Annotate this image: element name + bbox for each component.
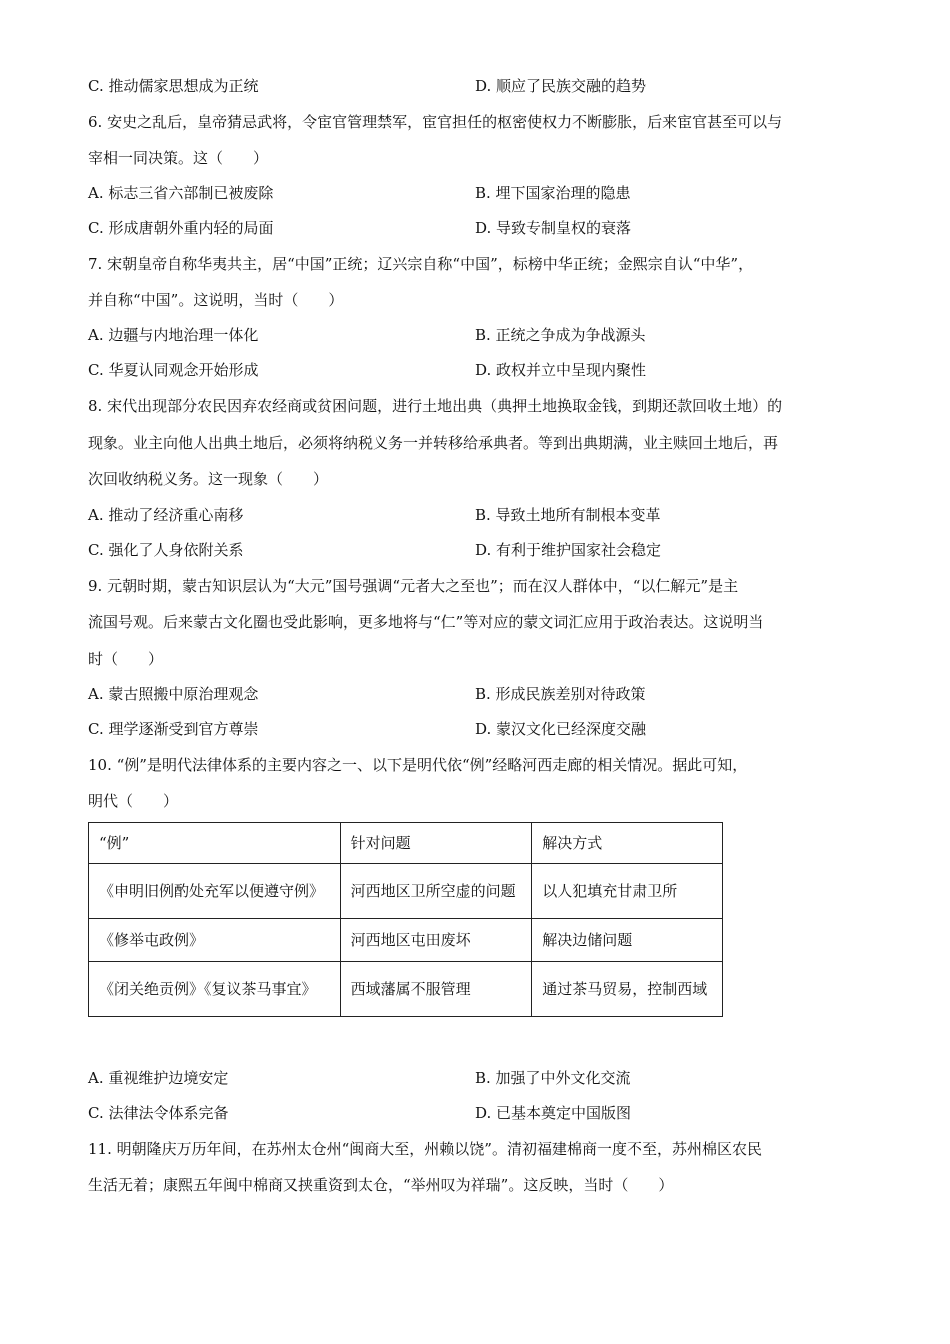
q8-options-row-1 (88, 505, 878, 525)
q10-option-b[interactable]: B. 加强了中外文化交流 (475, 1069, 631, 1087)
q5-option-c[interactable]: C. 推动儒家思想成为正统 (88, 77, 259, 95)
q7-stem-line-2: 并自称“中国”。这说明，当时（ ） (88, 291, 344, 309)
q5-option-d[interactable]: D. 顺应了民族交融的趋势 (475, 77, 647, 95)
q8-stem-line-3: 次回收纳税义务。这一现象（ ） (88, 470, 329, 488)
q9-options-row-2 (88, 719, 878, 739)
table-row (89, 864, 723, 919)
q10-stem-line-2: 明代（ ） (88, 792, 179, 810)
table-cell: 以人犯填充甘肃卫所 (532, 864, 723, 919)
q5-options-row-2 (88, 76, 878, 96)
q7-stem-line-1: 7. 宋朝皇帝自称华夷共主，居“中国”正统；辽兴宗自称“中国”，标榜中华正统；金熙宗自认“中华”， (88, 255, 754, 273)
table-cell: 解决边储问题 (532, 919, 723, 962)
q6-options-row-2 (88, 218, 878, 238)
q8-option-b[interactable]: B. 导致土地所有制根本变革 (475, 506, 661, 524)
q10-table (88, 822, 723, 1017)
q10-option-c[interactable]: C. 法律法令体系完备 (88, 1104, 229, 1122)
q9-option-a[interactable]: A. 蒙古照搬中原治理观念 (88, 685, 259, 703)
q9-option-c[interactable]: C. 理学逐渐受到官方尊崇 (88, 720, 259, 738)
q8-options-row-2 (88, 540, 878, 560)
q10-options-row-2 (88, 1103, 878, 1123)
q6-option-b[interactable]: B. 埋下国家治理的隐患 (475, 184, 631, 202)
q10-option-a[interactable]: A. 重视维护边境安定 (88, 1069, 229, 1087)
table-row (89, 919, 723, 962)
q6-stem-line-1: 6. 安史之乱后，皇帝猜忌武将，令宦官管理禁军，宦官担任的枢密使权力不断膨胀，后来宦官甚至可以与 (88, 113, 783, 131)
table-cell: 《修举屯政例》 (89, 919, 341, 962)
table-header-cell: 针对问题 (340, 823, 532, 864)
q7-option-a[interactable]: A. 边疆与内地治理一体化 (88, 326, 259, 344)
q9-stem-line-3: 时（ ） (88, 650, 164, 668)
table-header-cell: 解决方式 (532, 823, 723, 864)
q7-option-b[interactable]: B. 正统之争成为争战源头 (475, 326, 646, 344)
q8-option-d[interactable]: D. 有利于维护国家社会稳定 (475, 541, 662, 559)
table-cell: 通过茶马贸易，控制西域 (532, 962, 723, 1017)
q8-option-a[interactable]: A. 推动了经济重心南移 (88, 506, 244, 524)
table-cell: 《申明旧例酌处充军以便遵守例》 (89, 864, 341, 919)
q6-option-c[interactable]: C. 形成唐朝外重内轻的局面 (88, 219, 274, 237)
q8-option-c[interactable]: C. 强化了人身依附关系 (88, 541, 244, 559)
q9-option-b[interactable]: B. 形成民族差别对待政策 (475, 685, 646, 703)
table-cell: 河西地区卫所空虚的问题 (340, 864, 532, 919)
table-header-cell: “例” (89, 823, 341, 864)
table-header-row (89, 823, 723, 864)
q8-stem-line-1: 8. 宋代出现部分农民因弃农经商或贫困问题，进行土地出典（典押土地换取金钱，到期还款回收土地）的 (88, 397, 783, 415)
q9-options-row-1 (88, 684, 878, 704)
q9-option-d[interactable]: D. 蒙汉文化已经深度交融 (475, 720, 647, 738)
q8-stem-line-2: 现象。业主向他人出典土地后，必须将纳税义务一并转移给承典者。等到出典期满，业主赎回土地后，再 (88, 434, 779, 452)
q7-options-row-1 (88, 325, 878, 345)
q10-options-row-1 (88, 1068, 878, 1088)
table-cell: 《闭关绝贡例》《复议茶马事宜》 (89, 962, 341, 1017)
q6-option-a[interactable]: A. 标志三省六部制已被废除 (88, 184, 274, 202)
q6-option-d[interactable]: D. 导致专制皇权的衰落 (475, 219, 632, 237)
q7-option-d[interactable]: D. 政权并立中呈现内聚性 (475, 361, 647, 379)
q7-options-row-2 (88, 360, 878, 380)
q6-stem-line-2: 宰相一同决策。这（ ） (88, 149, 269, 167)
q9-stem-line-2: 流国号观。后来蒙古文化圈也受此影响，更多地将与“仁”等对应的蒙文词汇应用于政治表达。这说明当 (88, 613, 764, 631)
table-cell: 西域藩属不服管理 (340, 962, 532, 1017)
q10-option-d[interactable]: D. 已基本奠定中国版图 (475, 1104, 632, 1122)
q9-stem-line-1: 9. 元朝时期，蒙古知识层认为“大元”国号强调“元者大之至也”；而在汉人群体中，“以仁解元”是主 (88, 577, 739, 595)
table-row (89, 962, 723, 1017)
q10-stem-line-1: 10. “例”是明代法律体系的主要内容之一、以下是明代依“例”经略河西走廊的相关情况。据此可知， (88, 756, 748, 774)
q11-stem-line-2: 生活无着；康熙五年闽中棉商又挟重资到太仓，“举州叹为祥瑞”。这反映，当时（ ） (88, 1176, 674, 1194)
table-cell: 河西地区屯田废坏 (340, 919, 532, 962)
q6-options-row-1 (88, 183, 878, 203)
q7-option-c[interactable]: C. 华夏认同观念开始形成 (88, 361, 259, 379)
q11-stem-line-1: 11. 明朝隆庆万历年间，在苏州太仓州“闽商大至，州赖以饶”。清初福建棉商一度不至，苏州棉区农民 (88, 1140, 762, 1158)
